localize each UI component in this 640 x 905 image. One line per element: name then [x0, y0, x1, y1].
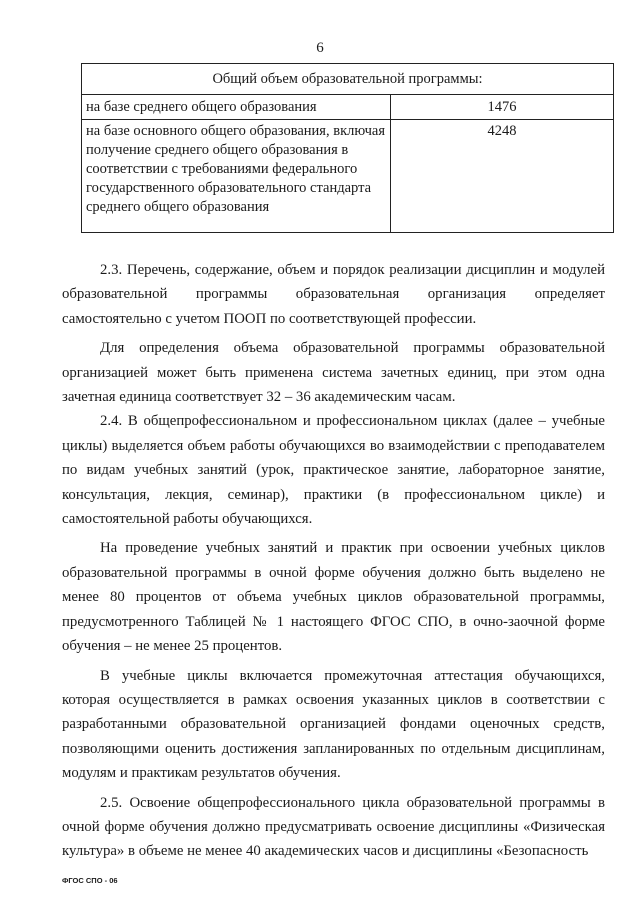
paragraph-attestation: В учебные циклы включается промежуточная аттестация обучающихся, которая осуществляется в рамках освоения указанных циклов в соответствии с разработанными образовательной организацией фондами оценочных средств, позволяющими оценить достижения запланированных по отдельным дисциплинам, модулям и практикам результатов обучения.: [62, 667, 605, 782]
program-volume-table: [81, 63, 614, 233]
row-label: на базе среднего общего образования: [82, 95, 391, 120]
paragraph-2-3: 2.3. Перечень, содержание, объем и порядок реализации дисциплин и модулей образовательной программы образовательная организация определяет самостоятельно с учетом ПООП по соответствующей профессии.: [62, 262, 605, 327]
page-number: 6: [316, 40, 324, 56]
paragraph-credit-units: Для определения объема образовательной программы образовательной организацией может быть применена система зачетных единиц, при этом одна зачетная единица соответствует 32 – 36 академическим часам.: [62, 340, 605, 406]
row-value: 1476: [391, 95, 614, 120]
table-row: [82, 120, 614, 233]
footer-code: ФГОС СПО - 06: [62, 876, 118, 885]
table-row: [82, 95, 614, 120]
row-label: на базе основного общего образования, включая получение среднего общего образования в соответствии с требованиями федерального государственного образовательного стандарта среднего общего образования: [82, 120, 391, 233]
document-body: [62, 258, 605, 864]
table-header: Общий объем образовательной программы:: [82, 64, 614, 95]
paragraph-classes-volume: На проведение учебных занятий и практик при освоении учебных циклов образовательной программы в очной форме обучения должно быть выделено не менее 80 процентов от объема учебных циклов образовательной программы, предусмотренного Таблицей № 1 настоящего ФГОС СПО, в очно-заочной форме обучения – не менее 25 процентов.: [62, 540, 605, 655]
row-value: 4248: [391, 120, 614, 233]
paragraph-2-4: 2.4. В общепрофессиональном и профессиональном циклах (далее – учебные циклы) выделяется объем работы обучающихся во взаимодействии с преподавателем по видам учебных занятий (урок, практическое занятие, лабораторное занятие, консультация, лекция, семинар), практики (в профессиональном цикле) и самостоятельной работы обучающихся.: [62, 413, 605, 528]
table-header-row: [82, 64, 614, 95]
paragraph-2-5: 2.5. Освоение общепрофессионального цикла образовательной программы в очной форме обучения должно предусматривать освоение дисциплины «Физическая культура» в объеме не менее 40 академических часов и дисциплины «Безопасность: [62, 794, 605, 860]
